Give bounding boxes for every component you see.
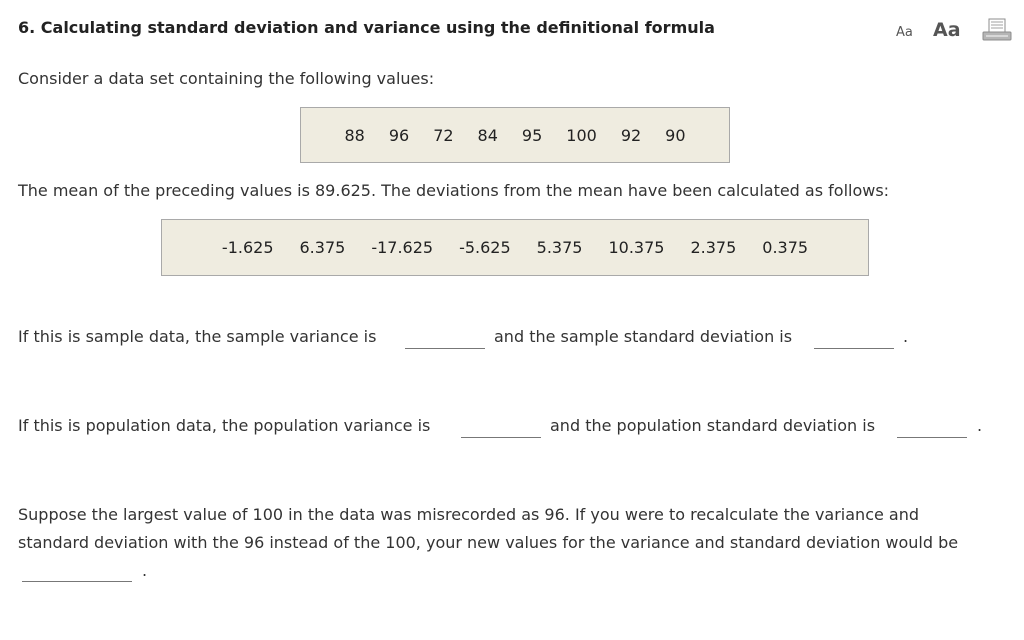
misrecord-period: . <box>142 561 148 580</box>
font-size-large-button[interactable]: Aa <box>933 19 961 41</box>
print-button[interactable] <box>982 18 1012 42</box>
sample-sd-blank[interactable] <box>814 348 894 349</box>
population-variance-blank[interactable] <box>461 437 541 438</box>
misrecord-text-line2: standard deviation with the 96 instead of the 100, your new values for the variance and standard deviation would be <box>18 533 959 552</box>
data-value: 92 <box>620 125 642 145</box>
deviations-box <box>161 219 869 276</box>
deviation-value: 0.375 <box>762 238 809 257</box>
deviation-value: 2.375 <box>690 238 737 257</box>
data-value: 88 <box>344 125 365 145</box>
deviation-value: 6.375 <box>299 238 346 257</box>
deviation-value: -1.625 <box>221 238 274 257</box>
misrecord-text-line1: Suppose the largest value of 100 in the data was misrecorded as 96. If you were to recalculate the variance and <box>18 505 920 524</box>
sample-period: . <box>903 327 909 346</box>
printer-icon <box>982 18 1012 42</box>
data-value: 84 <box>477 125 498 145</box>
population-sd-label: and the population standard deviation is <box>550 416 876 435</box>
data-value: 95 <box>521 125 543 145</box>
population-period: . <box>977 416 983 435</box>
sample-variance-label: If this is sample data, the sample variance is <box>18 327 377 346</box>
sample-sd-label: and the sample standard deviation is <box>494 327 793 346</box>
question-title: 6. Calculating standard deviation and variance using the definitional formula <box>18 18 715 37</box>
data-value: 96 <box>388 125 410 145</box>
deviation-value: -5.625 <box>459 238 511 257</box>
intro-text: Consider a data set containing the following values: <box>18 69 435 88</box>
mean-text: The mean of the preceding values is 89.625. The deviations from the mean have been calculated as follows: <box>18 181 890 200</box>
data-value: 100 <box>566 125 597 145</box>
sample-variance-blank[interactable] <box>405 348 485 349</box>
data-values-box <box>300 107 730 163</box>
deviation-value: 10.375 <box>608 238 665 257</box>
misrecord-answer-dropdown[interactable] <box>22 581 132 582</box>
deviation-value: -17.625 <box>371 238 434 257</box>
population-variance-label: If this is population data, the population variance is <box>18 416 431 435</box>
deviation-value: 5.375 <box>536 238 583 257</box>
population-sd-blank[interactable] <box>897 437 967 438</box>
data-value: 72 <box>433 125 454 145</box>
font-size-small-button[interactable]: Aa <box>896 25 913 40</box>
data-value: 90 <box>665 125 686 145</box>
